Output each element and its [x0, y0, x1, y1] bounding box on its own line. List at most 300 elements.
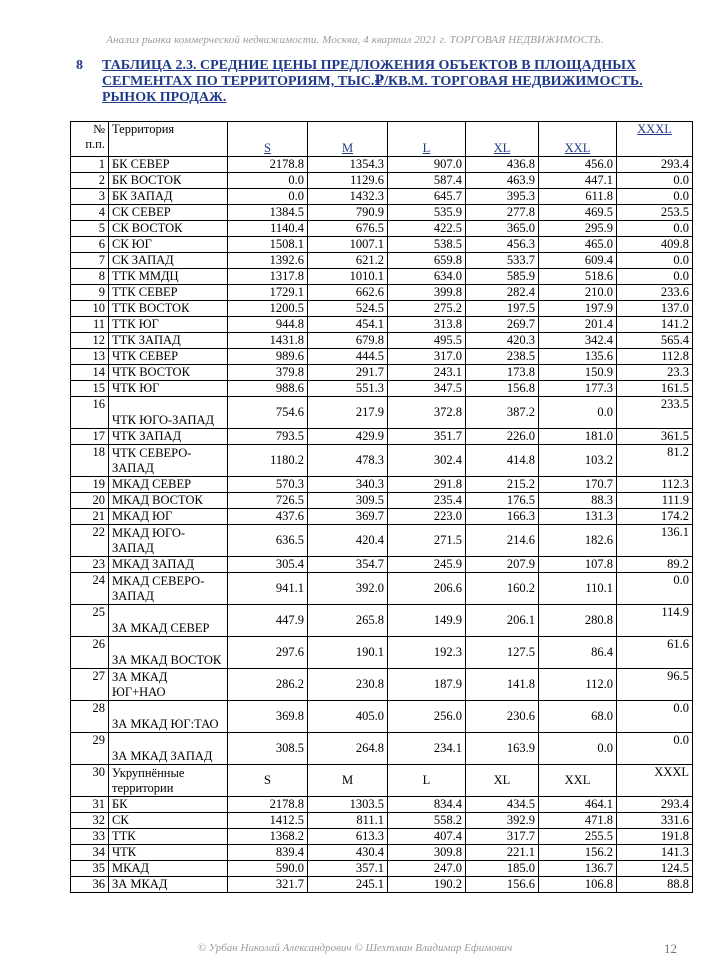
- territory-name: БК ЗАПАД: [109, 189, 228, 205]
- price-s: 793.5: [228, 429, 308, 445]
- territory-name: ЧТК: [109, 845, 228, 861]
- territory-name: МКАД ЮГ: [109, 509, 228, 525]
- row-number: 29: [71, 733, 109, 765]
- price-s: 1140.4: [228, 221, 308, 237]
- table-header-row: [71, 122, 693, 157]
- price-xxxl: 0.0: [617, 269, 693, 285]
- price-l: 309.8: [388, 845, 466, 861]
- price-xxxl: 89.2: [617, 557, 693, 573]
- row-number: 30: [71, 765, 109, 797]
- price-xl: 436.8: [466, 157, 539, 173]
- price-l: 834.4: [388, 797, 466, 813]
- price-l: 317.0: [388, 349, 466, 365]
- price-l: L: [388, 765, 466, 797]
- table-row: [71, 477, 693, 493]
- price-xxxl: 233.6: [617, 285, 693, 301]
- price-m: 264.8: [308, 733, 388, 765]
- header-num: № п.п.: [71, 122, 109, 157]
- copyright-footer: © Урбан Николай Александрович © Шехтман Владимир Ефимович: [197, 942, 513, 954]
- price-xxl: 0.0: [539, 733, 617, 765]
- price-xxxl: 0.0: [617, 733, 693, 765]
- table-row: [71, 765, 693, 797]
- table-row: [71, 445, 693, 477]
- price-l: 347.5: [388, 381, 466, 397]
- price-s: 1368.2: [228, 829, 308, 845]
- price-s: 0.0: [228, 173, 308, 189]
- price-l: 351.7: [388, 429, 466, 445]
- page-number: 12: [664, 941, 677, 956]
- territory-name: ТТК ЗАПАД: [109, 333, 228, 349]
- price-xxl: 170.7: [539, 477, 617, 493]
- territory-name: ЧТК СЕВЕРО-ЗАПАД: [109, 445, 228, 477]
- price-s: S: [228, 765, 308, 797]
- table-row: [71, 605, 693, 637]
- row-number: 12: [71, 333, 109, 349]
- territory-name: СК ЗАПАД: [109, 253, 228, 269]
- price-m: 551.3: [308, 381, 388, 397]
- price-m: 405.0: [308, 701, 388, 733]
- price-xl: 463.9: [466, 173, 539, 189]
- territory-name: МКАД ВОСТОК: [109, 493, 228, 509]
- table-row: [71, 173, 693, 189]
- price-xxl: 103.2: [539, 445, 617, 477]
- price-l: 243.1: [388, 365, 466, 381]
- price-xxxl: 111.9: [617, 493, 693, 509]
- price-xxxl: 23.3: [617, 365, 693, 381]
- price-xxxl: 0.0: [617, 221, 693, 237]
- price-xxxl: 233.5: [617, 397, 693, 429]
- table-row: [71, 845, 693, 861]
- price-s: 1412.5: [228, 813, 308, 829]
- row-number: 26: [71, 637, 109, 669]
- price-xxl: 611.8: [539, 189, 617, 205]
- price-xxxl: 112.8: [617, 349, 693, 365]
- table-row: [71, 205, 693, 221]
- row-number: 25: [71, 605, 109, 637]
- price-s: 369.8: [228, 701, 308, 733]
- price-l: 495.5: [388, 333, 466, 349]
- price-xxl: XXL: [539, 765, 617, 797]
- price-xxl: 88.3: [539, 493, 617, 509]
- price-xxxl: 161.5: [617, 381, 693, 397]
- price-m: 265.8: [308, 605, 388, 637]
- table-row: [71, 381, 693, 397]
- price-xxxl: 96.5: [617, 669, 693, 701]
- price-xl: 420.3: [466, 333, 539, 349]
- price-xxl: 106.8: [539, 877, 617, 893]
- row-number: 33: [71, 829, 109, 845]
- territory-name: МКАД: [109, 861, 228, 877]
- price-s: 570.3: [228, 477, 308, 493]
- price-xxl: 255.5: [539, 829, 617, 845]
- table-body: [71, 157, 693, 893]
- price-xxxl: 174.2: [617, 509, 693, 525]
- price-xxl: 465.0: [539, 237, 617, 253]
- table-row: [71, 813, 693, 829]
- price-l: 535.9: [388, 205, 466, 221]
- price-s: 379.8: [228, 365, 308, 381]
- territory-name: ЗА МКАД: [109, 877, 228, 893]
- price-xl: 156.6: [466, 877, 539, 893]
- price-m: 1354.3: [308, 157, 388, 173]
- price-xxxl: 0.0: [617, 701, 693, 733]
- row-number: 17: [71, 429, 109, 445]
- row-number: 20: [71, 493, 109, 509]
- price-xxl: 280.8: [539, 605, 617, 637]
- price-l: 399.8: [388, 285, 466, 301]
- territory-name: ТТК ВОСТОК: [109, 301, 228, 317]
- row-number: 3: [71, 189, 109, 205]
- price-xxl: 471.8: [539, 813, 617, 829]
- table-row: [71, 733, 693, 765]
- price-xxl: 107.8: [539, 557, 617, 573]
- price-xxl: 177.3: [539, 381, 617, 397]
- table-row: [71, 253, 693, 269]
- row-number: 22: [71, 525, 109, 557]
- price-l: 645.7: [388, 189, 466, 205]
- price-m: 811.1: [308, 813, 388, 829]
- territory-name: МКАД ЮГО-ЗАПАД: [109, 525, 228, 557]
- price-l: 538.5: [388, 237, 466, 253]
- price-s: 1729.1: [228, 285, 308, 301]
- price-xxl: 135.6: [539, 349, 617, 365]
- price-xl: 533.7: [466, 253, 539, 269]
- price-l: 302.4: [388, 445, 466, 477]
- price-table: [70, 121, 693, 893]
- price-l: 659.8: [388, 253, 466, 269]
- price-xl: 160.2: [466, 573, 539, 605]
- row-number: 28: [71, 701, 109, 733]
- price-s: 437.6: [228, 509, 308, 525]
- table-row: [71, 397, 693, 429]
- price-l: 422.5: [388, 221, 466, 237]
- price-xl: 141.8: [466, 669, 539, 701]
- price-xxxl: 565.4: [617, 333, 693, 349]
- row-number: 4: [71, 205, 109, 221]
- price-xxl: 197.9: [539, 301, 617, 317]
- table-row: [71, 493, 693, 509]
- table-row: [71, 829, 693, 845]
- price-s: 989.6: [228, 349, 308, 365]
- price-xl: 127.5: [466, 637, 539, 669]
- price-xl: 395.3: [466, 189, 539, 205]
- territory-name: ЗА МКАД СЕВЕР: [109, 605, 228, 637]
- territory-name: ЧТК СЕВЕР: [109, 349, 228, 365]
- price-xxl: 156.2: [539, 845, 617, 861]
- price-m: 245.1: [308, 877, 388, 893]
- price-xxxl: 141.2: [617, 317, 693, 333]
- price-m: 309.5: [308, 493, 388, 509]
- price-xxxl: 0.0: [617, 173, 693, 189]
- price-s: 1317.8: [228, 269, 308, 285]
- price-m: 230.8: [308, 669, 388, 701]
- header-xxxl[interactable]: XXXL: [617, 122, 693, 157]
- table-row: [71, 429, 693, 445]
- price-xl: 176.5: [466, 493, 539, 509]
- price-xxxl: 124.5: [617, 861, 693, 877]
- price-xxl: 447.1: [539, 173, 617, 189]
- price-s: 754.6: [228, 397, 308, 429]
- territory-name: ТТК СЕВЕР: [109, 285, 228, 301]
- price-s: 944.8: [228, 317, 308, 333]
- territory-name: ЧТК ЗАПАД: [109, 429, 228, 445]
- price-m: 369.7: [308, 509, 388, 525]
- table-row: [71, 509, 693, 525]
- table-row: [71, 317, 693, 333]
- table-row: [71, 669, 693, 701]
- row-number: 8: [71, 269, 109, 285]
- price-s: 590.0: [228, 861, 308, 877]
- price-xl: 456.3: [466, 237, 539, 253]
- price-l: 206.6: [388, 573, 466, 605]
- row-number: 14: [71, 365, 109, 381]
- price-xl: 414.8: [466, 445, 539, 477]
- territory-name: СК: [109, 813, 228, 829]
- price-s: 1431.8: [228, 333, 308, 349]
- table-row: [71, 861, 693, 877]
- price-s: 2178.8: [228, 797, 308, 813]
- territory-name: СК СЕВЕР: [109, 205, 228, 221]
- price-s: 839.4: [228, 845, 308, 861]
- price-xxl: 0.0: [539, 397, 617, 429]
- price-l: 558.2: [388, 813, 466, 829]
- price-l: 247.0: [388, 861, 466, 877]
- price-xxxl: 253.5: [617, 205, 693, 221]
- row-number: 34: [71, 845, 109, 861]
- price-m: 613.3: [308, 829, 388, 845]
- header-s[interactable]: S: [228, 122, 308, 157]
- price-l: 190.2: [388, 877, 466, 893]
- price-xxl: 464.1: [539, 797, 617, 813]
- territory-name: ЗА МКАД ВОСТОК: [109, 637, 228, 669]
- territory-name: СК ВОСТОК: [109, 221, 228, 237]
- table-row: [71, 221, 693, 237]
- row-number: 10: [71, 301, 109, 317]
- price-m: 790.9: [308, 205, 388, 221]
- territory-name: ТТК ММДЦ: [109, 269, 228, 285]
- territory-name: МКАД СЕВЕР: [109, 477, 228, 493]
- price-xl: 163.9: [466, 733, 539, 765]
- price-m: M: [308, 765, 388, 797]
- price-m: 524.5: [308, 301, 388, 317]
- price-xl: 238.5: [466, 349, 539, 365]
- table-row: [71, 301, 693, 317]
- price-l: 275.2: [388, 301, 466, 317]
- territory-name: БК: [109, 797, 228, 813]
- price-s: 305.4: [228, 557, 308, 573]
- price-l: 192.3: [388, 637, 466, 669]
- price-xxl: 68.0: [539, 701, 617, 733]
- price-xl: 221.1: [466, 845, 539, 861]
- price-xxxl: 81.2: [617, 445, 693, 477]
- price-xl: 226.0: [466, 429, 539, 445]
- row-number: 1: [71, 157, 109, 173]
- price-m: 1432.3: [308, 189, 388, 205]
- price-xl: 197.5: [466, 301, 539, 317]
- price-s: 1200.5: [228, 301, 308, 317]
- territory-name: БК СЕВЕР: [109, 157, 228, 173]
- table-row: [71, 269, 693, 285]
- row-number: 21: [71, 509, 109, 525]
- price-m: 392.0: [308, 573, 388, 605]
- price-l: 313.8: [388, 317, 466, 333]
- price-xxxl: 191.8: [617, 829, 693, 845]
- section-number: 8: [76, 58, 83, 73]
- price-xxl: 112.0: [539, 669, 617, 701]
- price-xxl: 110.1: [539, 573, 617, 605]
- territory-name: МКАД ЗАПАД: [109, 557, 228, 573]
- price-xxxl: 137.0: [617, 301, 693, 317]
- price-l: 187.9: [388, 669, 466, 701]
- price-xxxl: 0.0: [617, 189, 693, 205]
- price-s: 308.5: [228, 733, 308, 765]
- price-xxl: 456.0: [539, 157, 617, 173]
- price-xxl: 469.5: [539, 205, 617, 221]
- table-title: ТАБЛИЦА 2.3. СРЕДНИЕ ЦЕНЫ ПРЕДЛОЖЕНИЯ ОБЪЕКТОВ В ПЛОЩАДНЫХ СЕГМЕНТАХ ПО ТЕРРИТОРИЯМ, ТЫС.₽/КВ.М. ТОРГОВАЯ НЕДВИЖИМОСТЬ. РЫНОК ПРОДАЖ.: [102, 58, 643, 105]
- price-xxxl: 136.1: [617, 525, 693, 557]
- row-number: 15: [71, 381, 109, 397]
- price-m: 429.9: [308, 429, 388, 445]
- price-l: 907.0: [388, 157, 466, 173]
- price-m: 340.3: [308, 477, 388, 493]
- price-xxl: 131.3: [539, 509, 617, 525]
- territory-name: ТТК ЮГ: [109, 317, 228, 333]
- row-number: 36: [71, 877, 109, 893]
- price-l: 223.0: [388, 509, 466, 525]
- price-xl: 282.4: [466, 285, 539, 301]
- row-number: 19: [71, 477, 109, 493]
- price-xxl: 342.4: [539, 333, 617, 349]
- price-xl: 269.7: [466, 317, 539, 333]
- table-row: [71, 285, 693, 301]
- price-l: 256.0: [388, 701, 466, 733]
- price-s: 1508.1: [228, 237, 308, 253]
- price-xl: 214.6: [466, 525, 539, 557]
- price-xxxl: 409.8: [617, 237, 693, 253]
- running-header: Анализ рынка коммерческой недвижимости. Москва, 4 квартал 2021 г. ТОРГОВАЯ НЕДВИЖИМОСТЬ.: [106, 34, 604, 46]
- header-m[interactable]: M: [308, 122, 388, 157]
- price-xxl: 182.6: [539, 525, 617, 557]
- table-row: [71, 797, 693, 813]
- row-number: 13: [71, 349, 109, 365]
- price-xxxl: 331.6: [617, 813, 693, 829]
- price-s: 988.6: [228, 381, 308, 397]
- price-l: 407.4: [388, 829, 466, 845]
- table-row: [71, 365, 693, 381]
- row-number: 23: [71, 557, 109, 573]
- price-xxxl: 61.6: [617, 637, 693, 669]
- table-row: [71, 333, 693, 349]
- row-number: 5: [71, 221, 109, 237]
- table-row: [71, 877, 693, 893]
- table-row: [71, 701, 693, 733]
- price-xl: XL: [466, 765, 539, 797]
- price-m: 1007.1: [308, 237, 388, 253]
- price-m: 217.9: [308, 397, 388, 429]
- price-m: 357.1: [308, 861, 388, 877]
- price-xxl: 609.4: [539, 253, 617, 269]
- price-s: 297.6: [228, 637, 308, 669]
- price-m: 478.3: [308, 445, 388, 477]
- table-row: [71, 349, 693, 365]
- territory-name: ЗА МКАД ЮГ:ТАО: [109, 701, 228, 733]
- table-row: [71, 237, 693, 253]
- price-m: 679.8: [308, 333, 388, 349]
- territory-name: ЧТК ЮГ: [109, 381, 228, 397]
- price-l: 149.9: [388, 605, 466, 637]
- price-xxl: 201.4: [539, 317, 617, 333]
- price-xl: 166.3: [466, 509, 539, 525]
- row-number: 2: [71, 173, 109, 189]
- row-number: 31: [71, 797, 109, 813]
- price-xl: 230.6: [466, 701, 539, 733]
- price-s: 726.5: [228, 493, 308, 509]
- row-number: 35: [71, 861, 109, 877]
- row-number: 7: [71, 253, 109, 269]
- table-row: [71, 189, 693, 205]
- price-xl: 173.8: [466, 365, 539, 381]
- price-xl: 207.9: [466, 557, 539, 573]
- header-xxl[interactable]: XXL: [539, 122, 617, 157]
- price-m: 291.7: [308, 365, 388, 381]
- price-xxl: 150.9: [539, 365, 617, 381]
- price-xl: 277.8: [466, 205, 539, 221]
- row-number: 24: [71, 573, 109, 605]
- row-number: 6: [71, 237, 109, 253]
- price-s: 1180.2: [228, 445, 308, 477]
- price-s: 941.1: [228, 573, 308, 605]
- price-m: 676.5: [308, 221, 388, 237]
- price-xl: 185.0: [466, 861, 539, 877]
- price-m: 1303.5: [308, 797, 388, 813]
- price-xxxl: 88.8: [617, 877, 693, 893]
- price-s: 321.7: [228, 877, 308, 893]
- row-number: 11: [71, 317, 109, 333]
- territory-name: ТТК: [109, 829, 228, 845]
- price-xl: 215.2: [466, 477, 539, 493]
- header-xl[interactable]: XL: [466, 122, 539, 157]
- price-s: 0.0: [228, 189, 308, 205]
- price-l: 372.8: [388, 397, 466, 429]
- price-m: 354.7: [308, 557, 388, 573]
- price-m: 454.1: [308, 317, 388, 333]
- price-m: 190.1: [308, 637, 388, 669]
- price-xxxl: 114.9: [617, 605, 693, 637]
- price-l: 235.4: [388, 493, 466, 509]
- price-xxl: 210.0: [539, 285, 617, 301]
- header-l[interactable]: L: [388, 122, 466, 157]
- table-row: [71, 157, 693, 173]
- territory-name: МКАД СЕВЕРО-ЗАПАД: [109, 573, 228, 605]
- price-l: 234.1: [388, 733, 466, 765]
- price-xl: 206.1: [466, 605, 539, 637]
- price-xl: 434.5: [466, 797, 539, 813]
- territory-name: БК ВОСТОК: [109, 173, 228, 189]
- price-xxxl: 361.5: [617, 429, 693, 445]
- price-s: 636.5: [228, 525, 308, 557]
- price-xl: 387.2: [466, 397, 539, 429]
- price-m: 420.4: [308, 525, 388, 557]
- price-s: 1392.6: [228, 253, 308, 269]
- price-xxl: 295.9: [539, 221, 617, 237]
- price-m: 662.6: [308, 285, 388, 301]
- price-xxl: 181.0: [539, 429, 617, 445]
- price-xxl: 86.4: [539, 637, 617, 669]
- price-l: 634.0: [388, 269, 466, 285]
- price-xxxl: 112.3: [617, 477, 693, 493]
- table-row: [71, 573, 693, 605]
- price-xl: 365.0: [466, 221, 539, 237]
